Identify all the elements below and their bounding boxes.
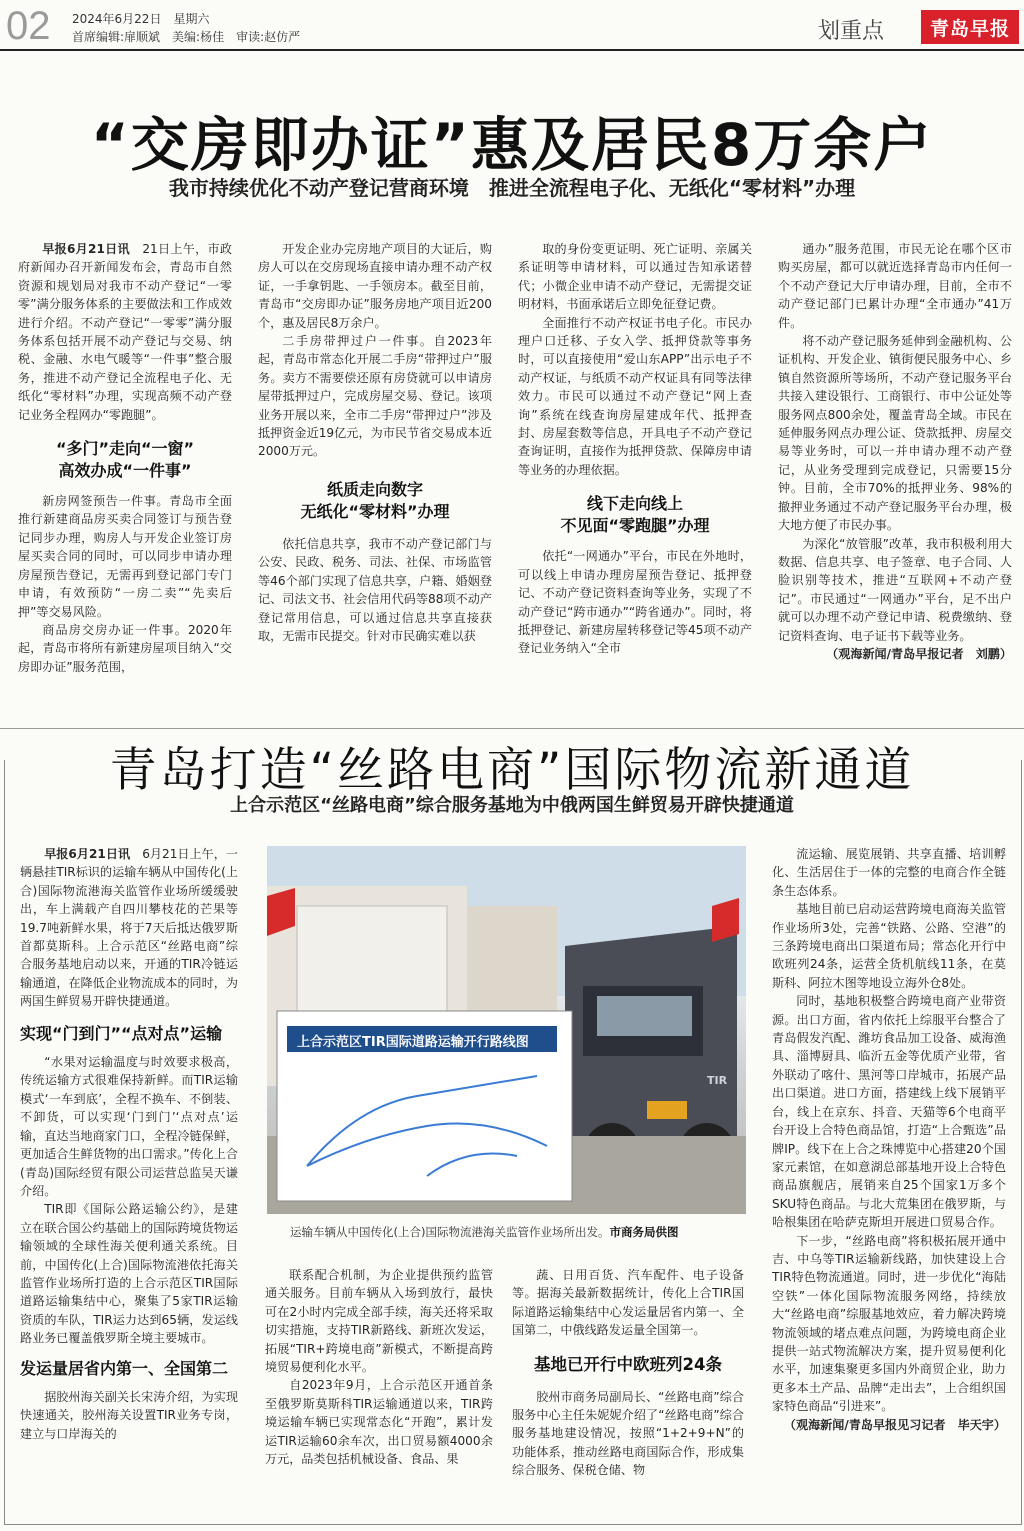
caption-text: 运输车辆从中国传化(上合)国际物流港海关监管作业场所出发。 (290, 1225, 610, 1239)
paragraph: 6月21日上午，一辆悬挂TIR标识的运输车辆从中国传化(上合)国际物流港海关监管作业场所缓缓驶出，车上满载产自四川攀枝花的芒果等19.7吨新鲜水果，将于7天后抵达俄罗斯首都莫斯科。上合示范区“丝路电商”综合服务基地启动以来，开通的TIR冷链运输通道，在降低企业物流成本的同时，为两国生鲜贸易开辟快捷通道。 (20, 847, 238, 1009)
dateline: 早报6月21日讯 (42, 242, 130, 256)
paragraph: 基地目前已启动运营跨境电商海关监管作业场所3处，完善“铁路、公路、空港”的三条跨境电商出口渠道布局；常态化开行中欧班列24条，运营全货机航线11条，在莫斯科、阿拉木图等地设立海外仓8处。 (772, 902, 1006, 990)
subhead-line: 不见面“零跑腿”办理 (560, 516, 710, 536)
paragraph: 流运输、展览展销、共享直播、培训孵化、生活居住于一体的完整的电商合作全链条生态体系。 (772, 847, 1006, 898)
paragraph: 为深化“放管服”改革，我市积极利用大数据、信息共享、电子签章、电子合同、人脸识别等技术，推进“互联网+不动产登记”。市民通过“一网通办”平台，足不出户就可以办理不动产登记申请、税费缴纳、登记资料查询、电子证书下载等业务。 (778, 536, 1012, 643)
article1-subhead-1 (18, 438, 232, 482)
header-rule (0, 49, 1024, 51)
paragraph: 全面推行不动产权证书电子化。市民办理户口迁移、子女入学、抵押贷款等事务时，可以直接使用“爱山东APP”出示电子不动产权证，与纸质不动产权证具有同等法律效力。市民可以通过不动产登记“网上查询”系统在线查询房屋建成年代、抵押查封、房屋套数等信息，开具电子不动产登记查询证明，直接作为抵押贷款、保障房申请等业务的办理依据。 (518, 315, 752, 477)
article1-col2 (258, 240, 492, 680)
paragraph: 联系配合机制，为企业提供预约监管通关服务。目前车辆从入场到放行，最快可在2小时内完成全部手续，海关还将采取切实措施，支持TIR新路线、新班次发运，拓展“TIR+跨境电商”新模式，不断提高跨境贸易便利化水平。 (265, 1268, 493, 1375)
article1-byline: （观海新闻/青岛早报记者 刘鹏） (826, 646, 1012, 661)
paragraph: 二手房带押过户一件事。自2023年起，青岛市常态化开展二手房“带押过户”服务。卖方不需要偿还原有房贷就可以申请房屋带抵押过户，完成房屋交易、登记。该项业务开展以来，全市二手房“带押过户”涉及抵押资金近19亿元，为市民节省交易成本近2000万元。 (258, 334, 492, 459)
article-separator (0, 728, 1024, 729)
paragraph: 依托“一网通办”平台，市民在外地时，可以线上申请办理房屋预告登记、抵押登记、不动产登记资料查询等业务，实现了不动产登记“跨市通办”“跨省通办”。同时，将抵押登记、新建房屋转移登记等45项不动产登记业务纳入“全市 (518, 549, 752, 656)
article1-col1 (18, 240, 232, 680)
section-tag: 划重点 (818, 19, 885, 44)
article1-col3 (518, 240, 752, 680)
article2-col1 (20, 845, 238, 1495)
article1-subhead-3 (518, 493, 752, 537)
paragraph: 新房网签预告一件事。青岛市全面推行新建商品房买卖合同签订与预告登记同步办理，购房人与开发企业签订房屋买卖合同的同时，可以同步申请办理房屋预告登记，无需再到登记部门专门申请，有效预防“一房二卖”“先卖后押”等交易风险。 (18, 494, 232, 619)
article2-subhead-1: 实现“门到门”“点对点”运输 (20, 1023, 223, 1043)
tir-truck-photo (267, 846, 746, 1214)
subhead-line: 无纸化“零材料”办理 (300, 501, 450, 521)
editors-credit: 首席编辑:扉顺斌 美编:杨佳 审读:赵仿严 (72, 30, 301, 44)
article2-subhead-2: 发运量居省内第一、全国第二 (20, 1358, 229, 1378)
paper-logo (921, 10, 1019, 44)
article2-subtitle: 上合示范区“丝路电商”综合服务基地为中俄两国生鲜贸易开辟快捷通道 (230, 795, 794, 816)
paragraph: 依托信息共享，我市不动产登记部门与公安、民政、税务、司法、社保、市场监管等46个部门实现了信息共享，户籍、婚姻登记、司法文书、社会信用代码等88项不动产登记常用信息，可以通过信息共享直接获取，无需市民提交。针对市民确实难以获 (258, 536, 492, 643)
article1-col4 (778, 240, 1012, 682)
paragraph: 自2023年9月，上合示范区开通首条至俄罗斯莫斯科TIR运输通道以来，TIR跨境运输车辆已实现常态化“开跑”，累计发运TIR运输60余车次，出口贸易额4000余万元，品类包括机械设备、食品、果 (265, 1378, 493, 1467)
truck-plate-label: TIR (707, 1074, 728, 1087)
article2-col4 (772, 845, 1006, 1500)
caption-credit: 市商务局供图 (609, 1225, 679, 1239)
paragraph: 21日上午，市政府新闻办召开新闻发布会，青岛市自然资源和规划局对我市不动产登记“一零零”满分服务体系的主要做法和工作成效进行介绍。不动产登记“一零零”满分服务体系包括开展不动产登记与交易、纳税、金融、水电气暖等“一件事”整合服务，推进不动产登记全流程电子化、无纸化“零材料”办理，实现高频不动产登记业务全程网办“零跑腿”。 (18, 242, 232, 422)
paragraph: 同时，基地积极整合跨境电商产业带资源。出口方面，省内依托上综服平台整合了青岛假发汽配、潍坊食品加工设备、威海渔具、淄博厨具、临沂五金等优质产业带，省外联动了喀什、黑河等口岸城市，拓展产品出口渠道。进口方面，搭建线上线下展销平台，线上在京东、抖音、天猫等6个电商平台开设上合特色商品馆，打造“上合甄选”品牌IP。线下在上合之珠博览中心搭建20个国家元素馆，在如意湖总部基地开设上合特色商品旗舰店，展销来自25个国家1万多个SKU特色商品。与北大荒集团在俄罗斯，与哈根集团在哈萨克斯坦开展进口贸易合作。 (772, 994, 1006, 1230)
paragraph: 胶州市商务局副局长、“丝路电商”综合服务中心主任朱妮妮介绍了“丝路电商”综合服务基地建设情况，按照“1+2+9+N”的功能体系，推动丝路电商国际合作，形成集综合服务、保税仓储、物 (512, 1389, 744, 1478)
paragraph: 下一步，“丝路电商”将积极拓展开通中吉、中乌等TIR运输新线路，加快建设上合TIR特色物流通道。同时，进一步优化“海陆空铁”一体化国际物流服务网络，持续放大“丝路电商”综服基地效应，着力解决跨境物流领域的堵点难点问题，为跨境电商企业提供一站式物流解决方案，提升贸易便利化水平，加速集聚更多国内外商贸企业，助力更多本土产品、品牌“走出去”，上合组织国家特色商品“引进来”。 (772, 1233, 1006, 1414)
subhead-line: 线下走向线上 (586, 494, 683, 514)
dateline: 早报6月21日讯 (44, 847, 131, 861)
route-map-banner: 上合示范区TIR国际道路运输开行路线图 (297, 1035, 529, 1050)
article2-byline: （观海新闻/青岛早报见习记者 毕天宇） (783, 1417, 1006, 1432)
article2-title: 青岛打造“丝路电商”国际物流新通道 (109, 743, 915, 798)
subhead-line: 纸质走向数字 (326, 479, 423, 499)
photo-caption (290, 1224, 678, 1240)
paragraph: 据胶州海关副关长宋涛介绍，为实现快速通关，胶州海关设置TIR业务专岗，建立与口岸海关的 (20, 1389, 238, 1441)
issue-date: 2024年6月22日 星期六 (72, 12, 210, 26)
paragraph: 开发企业办完房地产项目的大证后，购房人可以在交房现场直接申请办理不动产权证，一手拿钥匙、一手领房本。截至目前，青岛市“交房即办证”服务房地产项目近200个，惠及居民8万余户。 (258, 242, 492, 330)
subhead-line: “多门”走向“一窗” (55, 439, 195, 459)
paragraph: 取的身份变更证明、死亡证明、亲属关系证明等申请材料，可以通过告知承诺替代；小微企业申请不动产登记，无需提交证明材料，书面承诺后立即免征登记费。 (518, 242, 752, 312)
article2-col2 (265, 1266, 493, 1498)
paragraph: 将不动产登记服务延伸到金融机构、公证机构、开发企业、镇街便民服务中心、乡镇自然资源所等场所，不动产登记服务平台共接入建设银行、工商银行、市中公证处等服务网点800余处，覆盖青岛全域。市民在延伸服务网点办理公证、贷款抵押、房屋交易等业务时，可以一并申请办理不动产登记，从业务受理到完成登记，只需要15分钟。目前，全市70%的抵押业务、98%的撤押业务通过不动产登记服务平台办理，极大地方便了市民办事。 (778, 334, 1012, 533)
photo-illustration (267, 846, 746, 1214)
paragraph: 通办”服务范围，市民无论在哪个区市购买房屋，都可以就近选择青岛市内任何一个不动产登记大厅申请办理，目前，全市不动产登记部门已累计办理“全市通办”41万件。 (778, 242, 1012, 330)
paragraph: 蔬、日用百货、汽车配件、电子设备等。据海关最新数据统计，传化上合TIR国际道路运输集结中心发运量居省内第一、全国第二，中俄线路发运量全国第一。 (512, 1268, 744, 1338)
paragraph: TIR即《国际公路运输公约》，是建立在联合国公约基础上的国际跨境货物运输领域的全球性海关便利通关系统。目前，中国传化(上合)国际物流港依托海关监管作业场所打造的上合示范区TIR国际道路运输集结中心，聚集了5家TIR运输资质的车队，TIR运力达到65辆，发运线路业务已覆盖俄罗斯全境主要城市。 (20, 1202, 238, 1346)
page-number: 02 (6, 4, 51, 48)
article1-subtitle: 我市持续优化不动产登记营商环境 推进全流程电子化、无纸化“零材料”办理 (168, 176, 856, 200)
paragraph: 商品房交房办证一件事。2020年起，青岛市将所有新建房屋项目纳入“交房即办证”服务范围， (18, 622, 232, 674)
article2-subhead-3: 基地已开行中欧班列24条 (534, 1354, 722, 1374)
paragraph: “水果对运输温度与时效要求极高，传统运输方式很难保持新鲜。而TIR运输模式‘一车到底’，全程不换车、不倒装、不卸货，可以实现‘门到门’‘点对点’运输，直达当地商家门口，全程冷链保鲜，更加适合生鲜货物的出口需求。”传化上合(青岛)国际经贸有限公司运营总监吴天谦介绍。 (20, 1055, 238, 1198)
article1-title: “交房即办证”惠及居民8万余户 (90, 111, 934, 179)
article2-col3 (512, 1266, 744, 1498)
paper-logo-text: 青岛早报 (929, 17, 1010, 40)
article1-subhead-2 (258, 479, 492, 523)
subhead-line: 高效办成“一件事” (58, 461, 192, 481)
